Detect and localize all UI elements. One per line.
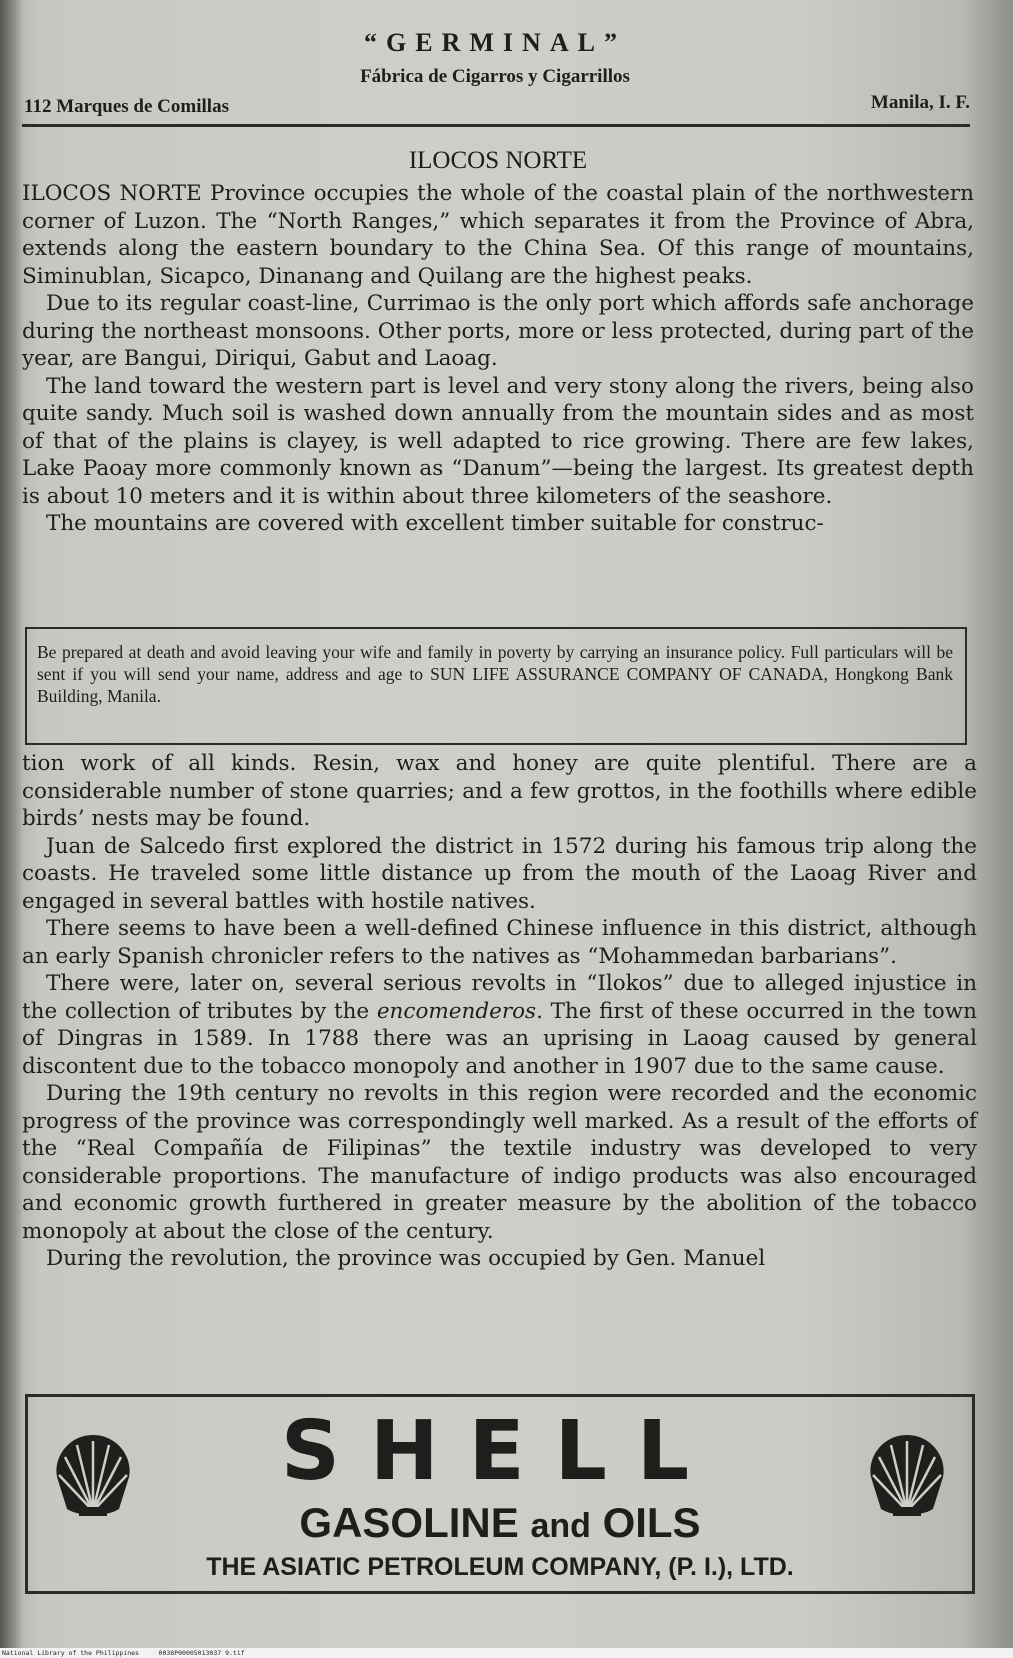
page-header [20,28,970,124]
revolts-emphasis: encomenderos [376,998,537,1024]
article-paragraph: The land toward the western part is level and very stony along the rivers, being also quite sandy. Much soil is washed down annually from the mountain sides and as most of that of the plains is clayey, is well adapted to rice growing. There are few lakes, Lake Paoay more commonly known as “Danum”—being the largest. Its greatest depth is about 10 meters and it is within about three kilometers of the seashore. [22,373,974,509]
revolts-text-after: . The first of these occurred in the town of Dingras in 1589. In 1788 there was an uprising in Laoag caused by general discontent due to the tobacco monopoly and another in 1907 due to the same cause. [22,998,977,1079]
insurance-ad-text: Be prepared at death and avoid leaving your wife and family in poverty by carrying an insurance policy. Full particulars will be sent if you will send your name, address and age to SUN LIFE ASSURANCE COMPANY OF CANADA, Hongkong Bank Building, Manila. [37,642,953,706]
revolts-text-before: There were, later on, several serious revolts in “Ilokos” due to alleged injustice in the collection of tributes by the [22,971,977,1024]
footer-source: National Library of the Philippines [2,1649,139,1657]
article-paragraph: There seems to have been a well-defined Chinese influence in this district, although an early Spanish chronicler refers to the natives as “Mohammedan barbarians”. [22,916,977,969]
shell-products [28,1499,972,1550]
shell-advertisement [25,1394,975,1594]
shell-product-b: OILS [602,1499,701,1546]
scan-footer [2,1649,245,1657]
header-subtitle: Fábrica de Cigarros y Cigarrillos [360,66,630,87]
article-paragraph: Due to its regular coast-line, Currimao is the only port which affords safe anchorage during the northeast monsoons. Other ports, more or less protected, during part of the year, are Bangui, Diriqui, Gabut and Laoag. [22,291,974,371]
header-rule [22,124,970,127]
shell-company: THE ASIATIC PETROLEUM COMPANY, (P. I.), LTD. [206,1553,794,1581]
header-brand: “GERMINAL” [364,28,626,57]
header-address: 112 Marques de Comillas [24,96,229,117]
shell-brand: SHELL [280,1404,720,1499]
article-part-2 [22,750,977,1273]
article-paragraph: During the revolution, the province was occupied by Gen. Manuel [46,1246,766,1271]
article-paragraph: The mountains are covered with excellent timber suitable for construc- [46,511,824,536]
header-city: Manila, I. F. [870,92,970,113]
article-part-1 [22,132,974,538]
shell-product-a: GASOLINE [299,1499,519,1546]
article-paragraph: During the 19th century no revolts in this region were recorded and the economic progress of the province was correspondingly well marked. As a result of the efforts of the “Real Compañía de Filipinas” the textile industry was developed to very considerable proportions. The manufacture of indigo products was also encouraged and economic growth furthered in greater measure by the abolition of the tobacco monopoly at about the close of the century. [22,1081,977,1244]
article-paragraph: tion work of all kinds. Resin, wax and honey are quite plentiful. There are a considerable number of stone quarries; and a few grottos, in the foothills where edible birds’ nests may be found. [22,751,977,831]
book-spine [0,0,22,1648]
insurance-advertisement [25,627,967,745]
footer-file: 0038P00005013037 9.tif [158,1649,245,1657]
article-paragraph-revolts [22,970,977,1080]
shell-product-join: and [530,1507,591,1545]
article-paragraph: Juan de Salcedo first explored the district in 1572 during his famous trip along the coasts. He traveled some little distance up from the mouth of the Laoag River and engaged in several battles with hostile natives. [22,833,977,914]
article-title: ILOCOS NORTE [408,147,588,174]
article-paragraph: ILOCOS NORTE Province occupies the whole of the coastal plain of the northwestern corner of Luzon. The “North Ranges,” which separates it from the Province of Abra, extends along the eastern boundary to the China Sea. Of this range of mountains, Siminublan, Sicapco, Dinanang and Quilang are the highest peaks. [22,181,974,289]
